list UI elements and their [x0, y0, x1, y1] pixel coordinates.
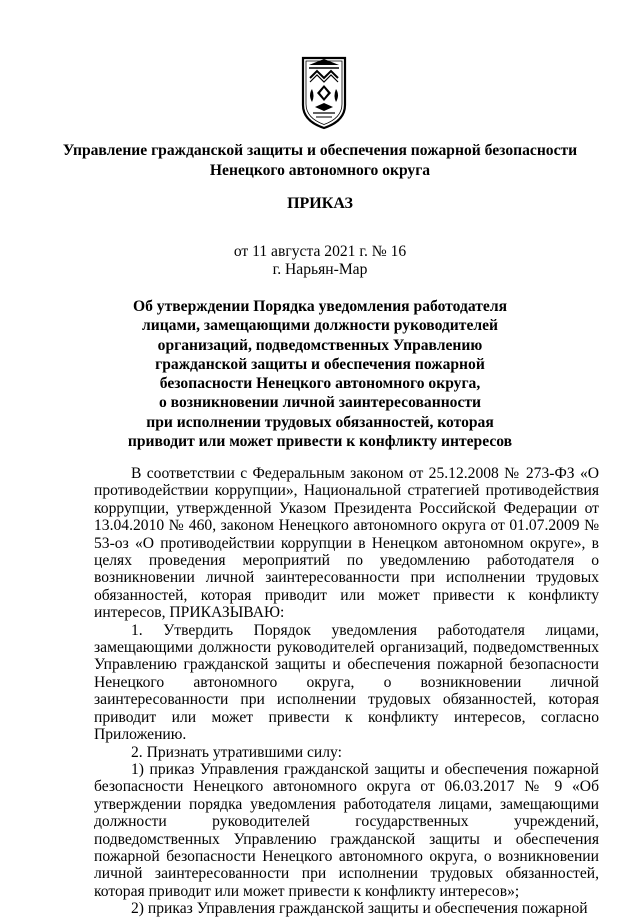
title-line: о возникновении личной заинтересованности: [158, 394, 482, 412]
title-line: безопасности Ненецкого автономного округа,: [159, 375, 481, 393]
document-date: от 11 августа 2021 г. № 16: [233, 243, 407, 260]
date-and-place: [40, 243, 600, 279]
preamble-paragraph: В соответствии с Федеральным законом от 25.12.2008 № 273-ФЗ «О противодействии коррупции», Национальной стратегией противодействия коррупции, утвержденной Указом Президента Российской Федерации от 13.04.2010 № 460, законом Ненецкого автономного округа от 01.07.2009 № 53-оз «О противодействии коррупции в Ненецком автономном округе», в целях проведения мероприятий по уведомлению работодателя о возникновении личной заинтересованности при исполнении трудовых обязанностей, которая приводит или может привести к конфликту интересов, ПРИКАЗЫВАЮ:: [94, 465, 599, 622]
subitem-2-paragraph: 2) приказ Управления гражданской защиты и обеспечения пожарной: [131, 900, 588, 918]
item-2-paragraph: 2. Признать утратившими силу:: [131, 743, 342, 761]
title-line: Об утверждении Порядка уведомления работодателя: [132, 298, 508, 315]
coat-of-arms-icon: [300, 55, 348, 131]
title-line: приводит или может привести к конфликту интересов: [127, 433, 513, 451]
document-place: г. Нарьян-Мар: [272, 261, 368, 278]
organization-name-line-1: Управление гражданской защиты и обеспечения пожарной безопасности: [62, 142, 578, 159]
document-body: [94, 465, 599, 918]
organization-name: [40, 141, 600, 181]
document-type: ПРИКАЗ: [287, 195, 353, 212]
title-line: гражданской защиты и обеспечения пожарной: [155, 355, 485, 373]
title-line: при исполнении трудовых обязанностей, которая: [146, 413, 494, 431]
item-1-paragraph: 1. Утвердить Порядок уведомления работодателя лицами, замещающими должности руководителей организаций, подведомственных Управлению гражданской защиты и обеспечения пожарной безопасности Ненецкого автономного округа, о возникновении личной заинтересованности при исполнении трудовых обязанностей, которая приводит или может привести к конфликту интересов, согласно Приложению.: [94, 621, 599, 744]
title-line: организаций, подведомственных Управлению: [157, 336, 483, 354]
document-title: [100, 297, 540, 451]
subitem-1-paragraph: 1) приказ Управления гражданской защиты и обеспечения пожарной безопасности Ненецкого автономного округа от 06.03.2017 № 9 «Об утверждении порядка уведомления работодателя лицами, замещающими должности руководителей государственных учреждений, подведомственных Управлению гражданской защиты и обеспечения пожарной безопасности Ненецкого автономного округа, о возникновении личной заинтересованности при исполнении трудовых обязанностей, которая приводит или может привести к конфликту интересов»;: [94, 760, 599, 900]
organization-name-line-2: Ненецкого автономного округа: [209, 162, 431, 179]
title-line: лицами, замещающими должности руководителей: [141, 317, 499, 335]
